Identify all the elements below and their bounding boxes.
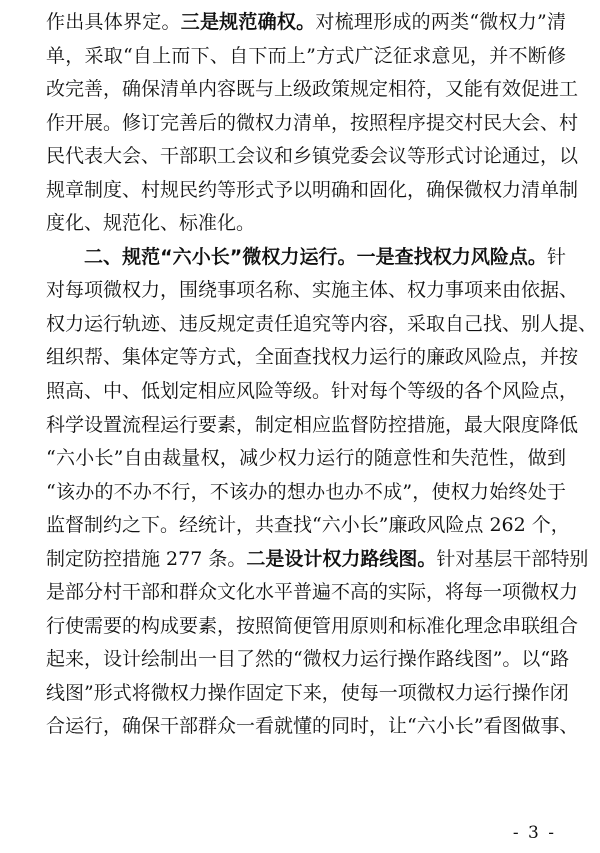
bold-lead: 一是查找权力风险点。 (356, 245, 547, 268)
text-line: 制定防控措施 277 条。二是设计权力路线图。针对基层干部特别 (46, 547, 589, 570)
text-line: 科学设置流程运行要素，制定相应监督防控措施，最大限度降低 (46, 413, 579, 436)
page-number: - 3 - (512, 823, 556, 843)
text-line: 照高、中、低划定相应风险等级。针对每个等级的各个风险点， (46, 380, 579, 403)
text-line: 改完善，确保清单内容既与上级政策规定相符，又能有效促进工 (46, 78, 579, 101)
text-line: 度化、规范化、标准化。 (46, 212, 256, 235)
text-line: 对每项微权力，围绕事项名称、实施主体、权力事项来由依据、 (46, 279, 579, 302)
text-line: 起来，设计绘制出一目了然的“微权力运行操作路线图”。以“路 (46, 648, 570, 671)
text-line: 民代表大会、干部职工会议和乡镇党委会议等形式讨论通过，以 (46, 145, 579, 168)
text-line: 行使需要的构成要素，按照简便管用原则和标准化理念串联组合 (46, 614, 579, 637)
text-line: 监督制约之下。经统计，共查找“六小长”廉政风险点 262 个， (46, 514, 570, 537)
text-line: “六小长”自由裁量权，减少权力运行的随意性和失范性，做到 (46, 447, 566, 470)
section-heading-line: 二、规范“六小长”微权力运行。一是查找权力风险点。针 (84, 245, 566, 268)
body-text (46, 6, 598, 744)
bold-lead: 三是规范确权。 (180, 11, 316, 33)
text-line: 作出具体界定。三是规范确权。对梳理形成的两类“微权力”清 (46, 11, 566, 33)
text-line: “该办的不办不行，不该办的想办也办不成”，使权力始终处于 (46, 480, 566, 503)
text-line: 规章制度、村规民约等形式予以明确和固化，确保微权力清单制 (46, 178, 579, 201)
text-line: 单，采取“自上而下、自下而上”方式广泛征求意见，并不断修 (46, 44, 566, 67)
text-line: 作开展。修订完善后的微权力清单，按照程序提交村民大会、村 (46, 111, 579, 134)
text-line: 组织帮、集体定等方式，全面查找权力运行的廉政风险点，并按 (46, 346, 579, 369)
text-line: 是部分村干部和群众文化水平普遍不高的实际，将每一项微权力 (46, 581, 579, 604)
section-heading: 二、规范“六小长”微权力运行。 (84, 245, 357, 268)
bold-lead: 二是设计权力路线图。 (246, 547, 437, 570)
text-line: 线图”形式将微权力操作固定下来，使每一项微权力运行操作闭 (46, 681, 569, 704)
text-line: 合运行，确保干部群众一看就懂的同时，让“六小长”看图做事、 (46, 715, 579, 738)
text-line: 权力运行轨迹、违反规定责任追究等内容，采取自己找、别人提、 (46, 312, 598, 335)
